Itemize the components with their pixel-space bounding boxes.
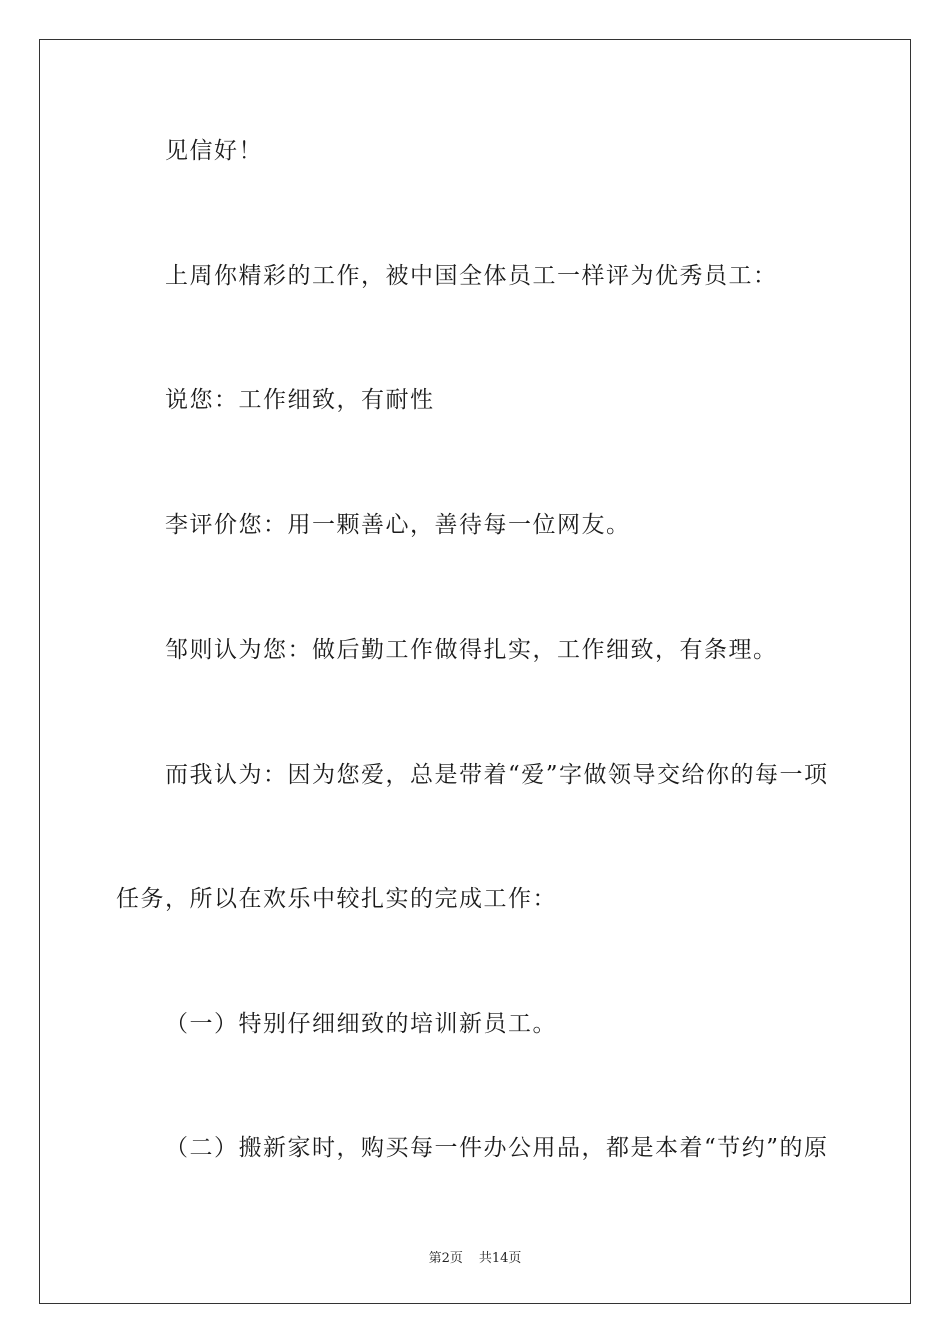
paragraph: 而我认为：因为您爱，总是带着“爱”字做领导交给你的每一项	[165, 762, 829, 788]
page-total: 共14页	[478, 1251, 522, 1266]
list-item: （二）搬新家时，购买每一件办公用品，都是本着“节约”的原	[165, 1135, 829, 1161]
paragraph-continuation: 任务，所以在欢乐中较扎实的完成工作：	[116, 886, 557, 912]
page-number: 第2页	[428, 1251, 463, 1266]
page-footer	[40, 1247, 910, 1266]
paragraph-greeting: 见信好！	[165, 138, 263, 164]
list-item: （一）特别仔细细致的培训新员工。	[165, 1011, 557, 1037]
page-frame	[39, 39, 911, 1304]
paragraph: 李评价您：用一颗善心，善待每一位网友。	[165, 512, 631, 538]
paragraph: 上周你精彩的工作，被中国全体员工一样评为优秀员工：	[165, 263, 778, 289]
paragraph: 邹则认为您：做后勤工作做得扎实，工作细致，有条理。	[165, 637, 778, 663]
paragraph: 说您：工作细致，有耐性	[165, 387, 435, 413]
